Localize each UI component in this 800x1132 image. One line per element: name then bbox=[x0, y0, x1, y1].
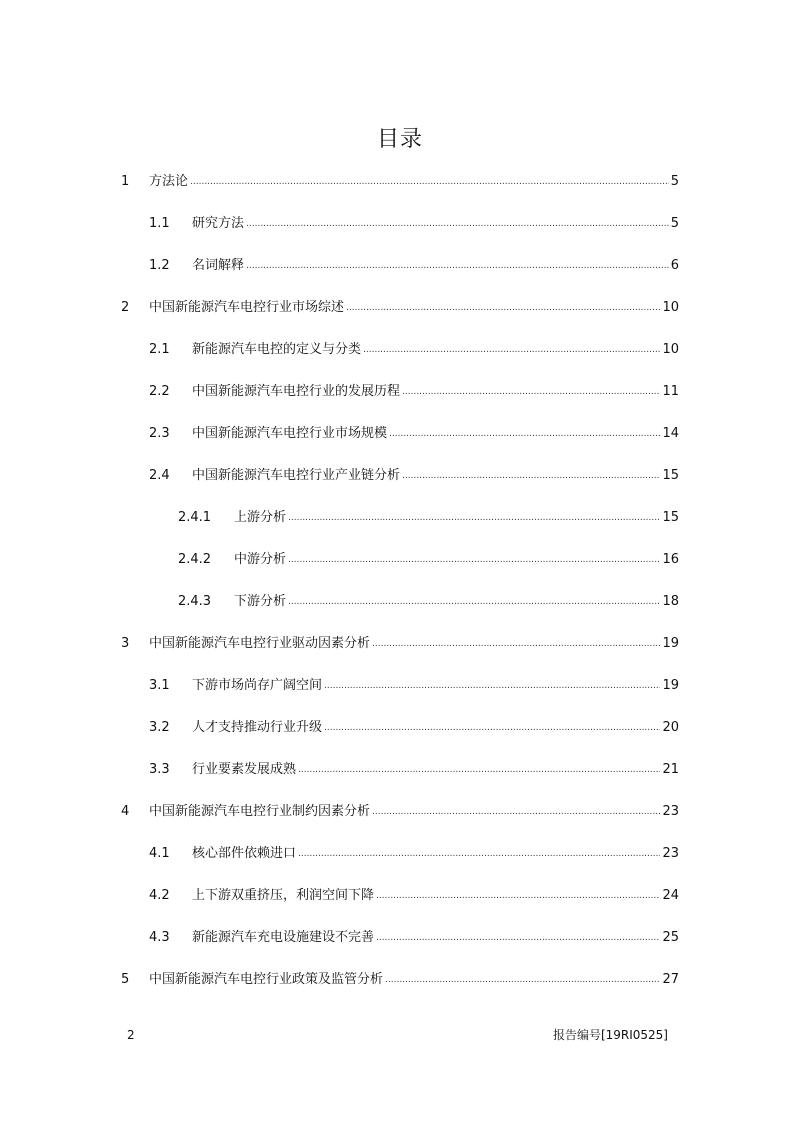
toc-entry-page: 20 bbox=[662, 720, 679, 735]
toc-entry[interactable] bbox=[149, 717, 679, 739]
dot-leader bbox=[298, 759, 660, 781]
dot-leader bbox=[363, 339, 660, 361]
page-footer bbox=[127, 1025, 668, 1045]
toc-entry-number: 2.1 bbox=[149, 342, 170, 357]
dot-leader bbox=[246, 255, 669, 277]
dot-leader bbox=[402, 381, 660, 403]
toc-entry-title: 核心部件依赖进口 bbox=[192, 846, 297, 861]
toc-entry-number: 2.4 bbox=[149, 468, 170, 483]
toc-entry-page: 10 bbox=[662, 300, 679, 315]
toc-entry-number: 3 bbox=[121, 636, 130, 651]
toc-entry-page: 27 bbox=[662, 972, 679, 987]
toc-entry-title: 人才支持推动行业升级 bbox=[192, 720, 323, 735]
dot-leader bbox=[346, 297, 660, 319]
dot-leader bbox=[372, 633, 660, 655]
toc-entry-page: 24 bbox=[662, 888, 679, 903]
toc-entry-number: 2.4.1 bbox=[178, 510, 212, 525]
toc-entry-title: 研究方法 bbox=[192, 216, 245, 231]
toc-entry-number: 2.4.3 bbox=[178, 594, 212, 609]
toc-entry-page: 6 bbox=[670, 258, 679, 273]
toc-entry-page: 5 bbox=[670, 174, 679, 189]
dot-leader bbox=[246, 213, 669, 235]
dot-leader bbox=[324, 717, 660, 739]
toc-entry-number: 1.2 bbox=[149, 258, 170, 273]
toc-entry[interactable] bbox=[178, 507, 679, 529]
toc-entry-title: 名词解释 bbox=[192, 258, 245, 273]
toc-entry-number: 2 bbox=[121, 300, 130, 315]
toc-entry[interactable] bbox=[149, 675, 679, 697]
toc-entry-page: 5 bbox=[670, 216, 679, 231]
toc-entry-number: 4.1 bbox=[149, 846, 170, 861]
toc-entry-number: 3.3 bbox=[149, 762, 170, 777]
toc-entry-title: 行业要素发展成熟 bbox=[192, 762, 297, 777]
toc-entry-title: 中游分析 bbox=[234, 552, 287, 567]
toc-entry-title: 方法论 bbox=[149, 174, 189, 189]
dot-leader bbox=[288, 591, 660, 613]
toc-entry[interactable] bbox=[121, 969, 679, 991]
toc-entry-number: 1 bbox=[121, 174, 130, 189]
toc-entry-title: 上游分析 bbox=[234, 510, 287, 525]
toc-entry[interactable] bbox=[149, 423, 679, 445]
toc-entry-number: 2.4.2 bbox=[178, 552, 212, 567]
dot-leader bbox=[298, 843, 660, 865]
toc-entry-title: 中国新能源汽车电控行业制约因素分析 bbox=[149, 804, 371, 819]
toc-entry[interactable] bbox=[149, 843, 679, 865]
toc-entry-page: 18 bbox=[662, 594, 679, 609]
toc-entry-title: 中国新能源汽车电控行业市场综述 bbox=[149, 300, 345, 315]
footer-page-number: 2 bbox=[127, 1028, 135, 1042]
toc-entry[interactable] bbox=[149, 213, 679, 235]
footer-report-number: 报告编号[19RI0525] bbox=[552, 1028, 668, 1042]
toc-entry-page: 15 bbox=[662, 510, 679, 525]
toc-entry-number: 4.3 bbox=[149, 930, 170, 945]
toc-entry[interactable] bbox=[149, 465, 679, 487]
toc-entry-page: 19 bbox=[662, 636, 679, 651]
dot-leader bbox=[389, 423, 660, 445]
toc-entry-page: 16 bbox=[662, 552, 679, 567]
toc-entry[interactable] bbox=[149, 255, 679, 277]
toc-entry[interactable] bbox=[149, 885, 679, 907]
toc-entry[interactable] bbox=[149, 381, 679, 403]
toc-entry-title: 下游分析 bbox=[234, 594, 287, 609]
toc-entry[interactable] bbox=[149, 759, 679, 781]
dot-leader bbox=[402, 465, 660, 487]
toc-entry-title: 中国新能源汽车电控行业政策及监管分析 bbox=[149, 972, 384, 987]
dot-leader bbox=[376, 927, 660, 949]
toc-entry-number: 5 bbox=[121, 972, 130, 987]
toc-entry[interactable] bbox=[149, 339, 679, 361]
toc-entry-title: 中国新能源汽车电控行业驱动因素分析 bbox=[149, 636, 371, 651]
toc-entry[interactable] bbox=[121, 297, 679, 319]
toc-entry-page: 15 bbox=[662, 468, 679, 483]
toc-entry-number: 2.2 bbox=[149, 384, 170, 399]
toc-entry-title: 中国新能源汽车电控行业市场规模 bbox=[192, 426, 388, 441]
toc-entry[interactable] bbox=[178, 549, 679, 571]
toc-entry-page: 23 bbox=[662, 846, 679, 861]
toc-entry[interactable] bbox=[149, 927, 679, 949]
toc-entry[interactable] bbox=[178, 591, 679, 613]
toc-entry-page: 14 bbox=[662, 426, 679, 441]
toc-entry-page: 23 bbox=[662, 804, 679, 819]
toc-entry-title: 新能源汽车电控的定义与分类 bbox=[192, 342, 362, 357]
toc-entry-page: 25 bbox=[662, 930, 679, 945]
dot-leader bbox=[288, 507, 660, 529]
toc-entry-title: 上下游双重挤压，利润空间下降 bbox=[192, 888, 375, 903]
dot-leader bbox=[190, 171, 669, 193]
dot-leader bbox=[372, 801, 660, 823]
toc-entry[interactable] bbox=[121, 801, 679, 823]
toc-entry-number: 1.1 bbox=[149, 216, 170, 231]
toc-entry-page: 11 bbox=[662, 384, 679, 399]
toc-entry-title: 新能源汽车充电设施建设不完善 bbox=[192, 930, 375, 945]
toc-entry-number: 4 bbox=[121, 804, 130, 819]
toc-entry-title: 下游市场尚存广阔空间 bbox=[192, 678, 323, 693]
toc-entry-number: 3.1 bbox=[149, 678, 170, 693]
dot-leader bbox=[376, 885, 660, 907]
toc-entry-page: 19 bbox=[662, 678, 679, 693]
toc-title: 目录 bbox=[376, 127, 423, 152]
toc-entry-number: 2.3 bbox=[149, 426, 170, 441]
toc-entry[interactable] bbox=[121, 633, 679, 655]
toc-entry-page: 10 bbox=[662, 342, 679, 357]
dot-leader bbox=[288, 549, 660, 571]
toc-entry-title: 中国新能源汽车电控行业产业链分析 bbox=[192, 468, 401, 483]
dot-leader bbox=[324, 675, 660, 697]
toc-entry-number: 3.2 bbox=[149, 720, 170, 735]
toc-entry-number: 4.2 bbox=[149, 888, 170, 903]
toc-entry-title: 中国新能源汽车电控行业的发展历程 bbox=[192, 384, 401, 399]
toc-entry[interactable] bbox=[121, 171, 679, 193]
toc-entry-page: 21 bbox=[662, 762, 679, 777]
dot-leader bbox=[385, 969, 660, 991]
